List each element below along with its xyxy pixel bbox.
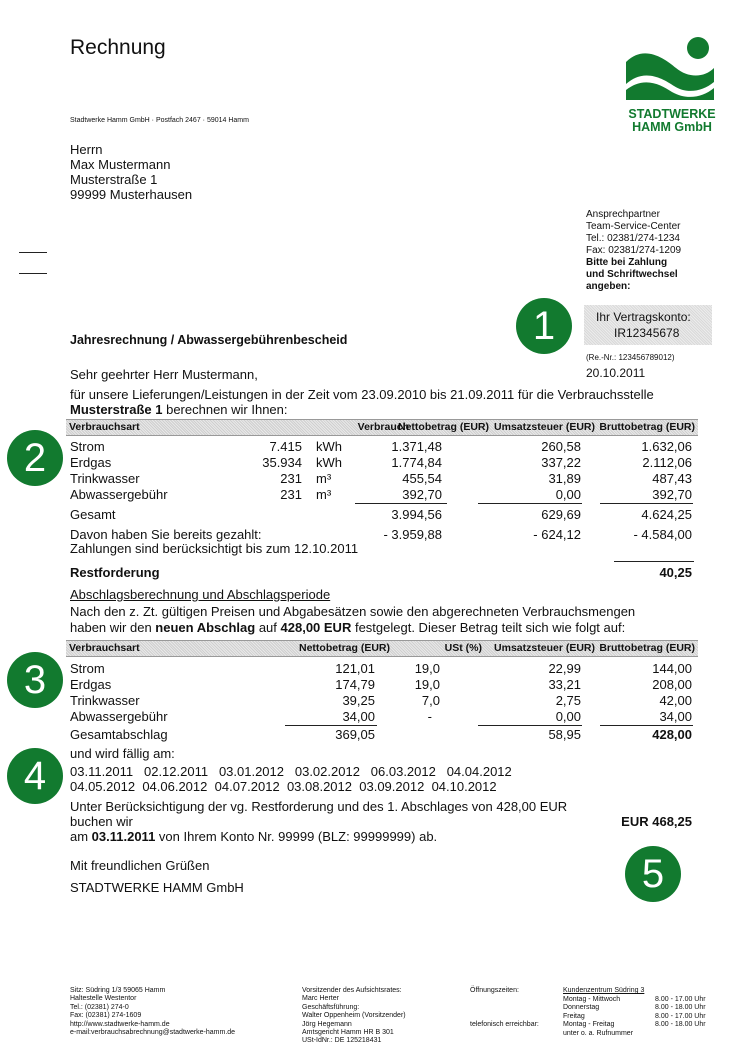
- table1-header-cell: Verbrauchsart: [69, 421, 140, 433]
- footer-line: http://www.stadtwerke-hamm.de: [70, 1020, 170, 1028]
- row-netto: 174,79: [335, 677, 375, 692]
- sum-line: [478, 503, 582, 504]
- row-netto: 1.774,84: [391, 455, 442, 470]
- abschlag-line2: [70, 620, 625, 635]
- invoice-date: 20.10.2011: [586, 366, 646, 380]
- due-date: 02.12.2011: [143, 764, 209, 779]
- row-ust: 31,89: [548, 471, 581, 486]
- due-dates-row2: [70, 779, 497, 794]
- logo-line2: HAMM GmbH: [632, 120, 712, 134]
- row-einheit: m³: [316, 471, 332, 486]
- footer-line: Haltestelle Westentor: [70, 995, 137, 1003]
- footer-line: Geschäftsführung:: [302, 1003, 360, 1011]
- due-date: 04.05.2012: [70, 779, 136, 794]
- intro-line1: für unsere Lieferungen/Leistungen in der Zeit vom 23.09.2010 bis 21.09.2011 für die Verbrauchsstelle: [70, 387, 654, 402]
- row-brutto: 1.632,06: [641, 439, 692, 454]
- footer-rufnummer: unter o. a. Rufnummer: [563, 1029, 634, 1037]
- footer-time: 8.00 - 17.00 Uhr: [655, 1012, 706, 1020]
- logo-text: [624, 108, 720, 134]
- paid-ust: - 624,12: [533, 527, 581, 542]
- row-netto: 121,01: [335, 661, 375, 676]
- footer-line: Jörg Hegemann: [302, 1020, 352, 1028]
- row-brutto: 144,00: [652, 661, 692, 676]
- logo-wave-icon: [622, 34, 718, 104]
- paid-label: Davon haben Sie bereits gezahlt:: [70, 527, 262, 542]
- due-date: 06.03.2012: [370, 764, 436, 779]
- footer-day: Montag - Mittwoch: [563, 996, 621, 1003]
- contact-tel: Tel.: 02381/274-1234: [586, 233, 680, 244]
- footer-time: 8.00 - 18.00 Uhr: [655, 1004, 706, 1012]
- row-brutto: 42,00: [659, 693, 692, 708]
- due-label: und wird fällig am:: [70, 746, 175, 761]
- table2-header-cell: Umsatzsteuer (EUR): [494, 642, 595, 654]
- invoice-number: (Re.-Nr.: 123456789012): [586, 353, 675, 362]
- footer-day: Donnerstag: [563, 1004, 600, 1012]
- contact-note: angeben:: [586, 281, 631, 292]
- row-art: Trinkwasser: [70, 693, 140, 708]
- due-date: 04.07.2012: [214, 779, 280, 794]
- row-einheit: kWh: [316, 455, 342, 470]
- total-ust: 629,69: [541, 507, 581, 522]
- footer-line: Marc Herter: [302, 995, 339, 1003]
- summary-line1: Unter Berücksichtigung der vg. Restforderung und des 1. Abschlages von 428,00 EUR: [70, 799, 568, 814]
- table1-header-cell: Verbrauch: [357, 421, 409, 433]
- due-date: 03.11.2011: [70, 764, 134, 779]
- row-einheit: m³: [316, 487, 332, 502]
- subject: Jahresrechnung / Abwassergebührenbescheid: [70, 333, 348, 347]
- paid-note: Zahlungen sind berücksichtigt bis zum 12.10.2011: [70, 541, 359, 556]
- footer-col1: [70, 987, 235, 1037]
- footer-kundenzentrum: Kundenzentrum Südring 3: [563, 987, 645, 994]
- row-brutto: 2.112,06: [642, 455, 692, 470]
- abschlag-heading: Abschlagsberechnung und Abschlagsperiode: [70, 587, 331, 602]
- due-date: 03.01.2012: [218, 764, 285, 779]
- row-netto: 34,00: [342, 709, 375, 724]
- footer-line: Fax: (02381) 274-1609: [70, 1012, 142, 1020]
- badge-2: 2: [7, 430, 63, 486]
- table2-header-cell: Nettobetrag (EUR): [299, 642, 390, 654]
- sum-line: [600, 725, 693, 726]
- due-date: 04.04.2012: [446, 764, 512, 779]
- due-date: 03.08.2012: [286, 779, 353, 794]
- row-art: Strom: [70, 661, 105, 676]
- vertragskonto-value: IR12345678: [614, 326, 680, 340]
- badge-1: 1: [516, 298, 572, 354]
- footer-hours-days: [563, 996, 633, 1038]
- footer-oeffnungszeiten: Öffnungszeiten:: [470, 987, 519, 994]
- abschlag-line1: Nach den z. Zt. gültigen Preisen und Abgabesätzen sowie den abgerechneten Verbrauchsmengen: [70, 604, 636, 619]
- footer-hours-times: [655, 996, 706, 1030]
- badge-4: 4: [7, 748, 63, 804]
- abschlag-bold: neuen Abschlag: [155, 620, 256, 635]
- recipient-line: Musterstraße 1: [70, 172, 158, 187]
- footer-telefonisch: telefonisch erreichbar:: [470, 1021, 539, 1028]
- footer-time: 8.00 - 18.00 Uhr: [655, 1021, 706, 1029]
- table1-header-cell: Nettobetrag (EUR): [398, 421, 489, 433]
- summary-line3: [70, 829, 437, 844]
- intro-line2: [70, 402, 288, 417]
- footer-line: Tel.: (02381) 274-0: [70, 1003, 129, 1011]
- abschlag-text: auf: [255, 620, 281, 635]
- total-brutto: 428,00: [652, 727, 692, 742]
- row-netto: 1.371,48: [391, 439, 442, 454]
- intro-line2-rest: berechnen wir Ihnen:: [162, 402, 288, 417]
- table2-header-cell: Verbrauchsart: [69, 642, 140, 654]
- paid-netto: - 3.959,88: [383, 527, 442, 542]
- salutation: Sehr geehrter Herr Mustermann,: [70, 367, 258, 382]
- total-ust: 58,95: [548, 727, 581, 742]
- table2-header: [66, 640, 698, 657]
- row-ust: 22,99: [548, 661, 581, 676]
- contact-note: und Schriftwechsel: [586, 269, 678, 280]
- row-ust: 33,21: [548, 677, 581, 692]
- row-art: Abwassergebühr: [70, 709, 168, 724]
- contact-block: [586, 209, 681, 293]
- intro-address: Musterstraße 1: [70, 402, 163, 417]
- row-ust: 260,58: [541, 439, 581, 454]
- due-date: 04.10.2012: [431, 779, 497, 794]
- row-menge: 35.934: [262, 455, 302, 470]
- row-einheit: kWh: [316, 439, 342, 454]
- sum-line: [285, 725, 377, 726]
- due-date: 03.09.2012: [359, 779, 425, 794]
- table2-header-cell: USt (%): [444, 642, 482, 654]
- row-ust: 2,75: [555, 693, 581, 708]
- footer-line: Walter Oppenheim (Vorsitzender): [302, 1012, 406, 1020]
- row-menge: 231: [280, 487, 302, 502]
- due-date: 04.06.2012: [142, 779, 208, 794]
- recipient-address: [70, 142, 192, 202]
- footer-line: e-mail:verbrauchsabrechnung@stadtwerke-hamm.de: [70, 1029, 236, 1037]
- due-date: 03.02.2012: [294, 764, 360, 779]
- document-title: Rechnung: [70, 36, 166, 59]
- badge-5: 5: [625, 846, 681, 902]
- sum-line: [478, 725, 582, 726]
- row-brutto: 208,00: [652, 677, 692, 692]
- rest-line: [614, 561, 694, 562]
- badge-3: 3: [7, 652, 63, 708]
- summary-text: von Ihrem Konto Nr. 99999 (BLZ: 99999999) ab.: [155, 829, 438, 844]
- table2-header-cell: Bruttobetrag (EUR): [599, 642, 695, 654]
- row-ust-pct: 19,0: [414, 661, 440, 676]
- abschlag-text: haben wir den: [70, 620, 156, 635]
- vertragskonto-box: [584, 305, 712, 345]
- total-label: Gesamt: [70, 507, 116, 522]
- row-brutto: 392,70: [652, 487, 692, 502]
- row-ust: 0,00: [555, 709, 581, 724]
- total-brutto: 4.624,25: [641, 507, 692, 522]
- abschlag-text: festgelegt. Dieser Betrag teilt sich wie folgt auf:: [351, 620, 626, 635]
- row-art: Trinkwasser: [70, 471, 140, 486]
- footer-line: Vorsitzender des Aufsichtsrates:: [302, 987, 402, 994]
- contact-name: Team-Service-Center: [586, 221, 681, 232]
- summary-text: am: [70, 829, 92, 844]
- recipient-line: Max Mustermann: [70, 157, 171, 172]
- row-menge: 7.415: [269, 439, 302, 454]
- total-label: Gesamtabschlag: [70, 727, 168, 742]
- row-menge: 231: [280, 471, 302, 486]
- due-dates-row1: [70, 764, 512, 779]
- footer-time: 8.00 - 17.00 Uhr: [655, 996, 706, 1003]
- paid-brutto: - 4.584,00: [633, 527, 692, 542]
- footer-col2: [302, 987, 406, 1046]
- footer-day: Montag - Freitag: [563, 1021, 615, 1029]
- contact-note: Bitte bei Zahlung: [586, 257, 668, 268]
- table1-header-cell: Bruttobetrag (EUR): [599, 421, 695, 433]
- row-netto: 39,25: [342, 693, 375, 708]
- vertragskonto-label: Ihr Vertragskonto:: [596, 310, 691, 324]
- sum-line: [600, 503, 693, 504]
- summary-amount: EUR 468,25: [621, 814, 692, 829]
- row-netto: 455,54: [402, 471, 442, 486]
- table1-header: [66, 419, 698, 436]
- row-ust: 337,22: [541, 455, 581, 470]
- abschlag-amount: 428,00 EUR: [280, 620, 352, 635]
- summary-line2: buchen wir: [70, 814, 133, 829]
- closing-company: STADTWERKE HAMM GmbH: [70, 880, 244, 895]
- footer-line: Amtsgericht Hamm HR B 301: [302, 1029, 394, 1037]
- table1-header-cell: Umsatzsteuer (EUR): [494, 421, 595, 433]
- rest-value: 40,25: [659, 565, 692, 580]
- logo-line1: STADTWERKE: [628, 107, 716, 121]
- recipient-line: Herrn: [70, 142, 103, 157]
- rest-label: Restforderung: [70, 565, 160, 580]
- recipient-line: 99999 Musterhausen: [70, 187, 193, 202]
- row-ust: 0,00: [555, 487, 581, 502]
- row-art: Erdgas: [70, 677, 112, 692]
- fold-mark: [19, 273, 47, 274]
- contact-fax: Fax: 02381/274-1209: [586, 245, 682, 256]
- row-ust-pct: -: [427, 709, 432, 724]
- contact-label: Ansprechpartner: [586, 209, 660, 220]
- row-brutto: 487,43: [652, 471, 692, 486]
- sender-line: Stadtwerke Hamm GmbH · Postfach 2467 · 59014 Hamm: [70, 117, 249, 124]
- total-netto: 369,05: [335, 727, 375, 742]
- company-logo: [622, 34, 718, 104]
- row-art: Erdgas: [70, 455, 112, 470]
- footer-day: Freitag: [563, 1012, 585, 1020]
- row-art: Strom: [70, 439, 105, 454]
- row-brutto: 34,00: [659, 709, 692, 724]
- total-netto: 3.994,56: [391, 507, 442, 522]
- footer-line: Sitz: Südring 1/3 59065 Hamm: [70, 987, 166, 994]
- row-netto: 392,70: [402, 487, 442, 502]
- row-ust-pct: 7,0: [421, 693, 440, 708]
- summary-date: 03.11.2011: [91, 829, 156, 844]
- footer-line: USt-IdNr.: DE 125218431: [302, 1037, 382, 1045]
- row-ust-pct: 19,0: [414, 677, 440, 692]
- row-art: Abwassergebühr: [70, 487, 168, 502]
- fold-mark: [19, 252, 47, 253]
- closing-greeting: Mit freundlichen Grüßen: [70, 858, 210, 873]
- sum-line: [355, 503, 447, 504]
